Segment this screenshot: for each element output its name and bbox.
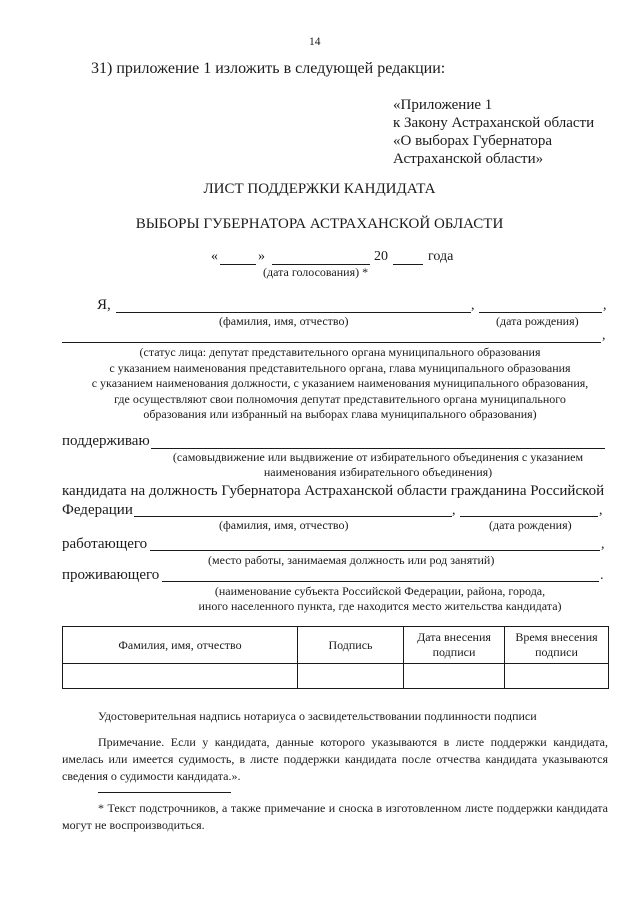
- candidate-text-line2: Федерации: [62, 502, 133, 518]
- year-field[interactable]: [393, 264, 423, 265]
- day-field[interactable]: [220, 264, 256, 265]
- election-title: ВЫБОРЫ ГУБЕРНАТОРА АСТРАХАНСКОЙ ОБЛАСТИ: [135, 216, 504, 232]
- live-label: проживающего: [62, 567, 160, 583]
- appendix-note-line: Астраханской области»: [393, 151, 544, 167]
- year-prefix: 20: [374, 249, 388, 264]
- cell-full-name[interactable]: [63, 664, 298, 689]
- header-signature: Подпись: [298, 627, 404, 664]
- status-field[interactable]: [62, 342, 601, 343]
- candidate-text-line1: кандидата на должность Губернатора Астраханской области гражданина Российской: [62, 483, 605, 499]
- status-caption: [40, 345, 639, 423]
- notary-text: Удостоверительная надпись нотариуса о засвидетельствовании подлинности подписи: [98, 709, 537, 723]
- footnote-text: * Текст подстрочников, а также примечание и сноска в изготовленном листе поддержки кандидата могут не воспроизводиться.: [62, 801, 608, 832]
- work-comma: ,: [601, 537, 605, 552]
- i-comma: ,: [471, 298, 475, 313]
- status-caption-line: где осуществляют свои полномочия депутат представительного органа муниципального: [114, 391, 566, 406]
- header-full-name: Фамилия, имя, отчество: [63, 627, 298, 664]
- year-suffix: года: [428, 249, 454, 264]
- voting-date-caption: (дата голосования) *: [263, 265, 369, 279]
- candidate-birth-field[interactable]: [460, 516, 598, 517]
- note-text: Примечание. Если у кандидата, данные которого указываются в листе поддержки кандидата, имелась или имеется судимость, в листе поддержки кандидата после отчества кандидата указываются сведения о судимости кандидата.».: [62, 735, 608, 783]
- nomination-caption-line: (самовыдвижение или выдвижение от избирательного объединения с указанием: [172, 450, 584, 464]
- appendix-note-line: к Закону Астраханской области: [393, 115, 595, 131]
- candidate-name-field[interactable]: [134, 516, 452, 517]
- cell-sign-time[interactable]: [505, 664, 609, 689]
- cell-signature[interactable]: [298, 664, 404, 689]
- residence-caption-line: (наименование субъекта Российской Федерации, района, города,: [214, 584, 546, 598]
- residence-field[interactable]: [162, 581, 599, 582]
- work-field[interactable]: [150, 550, 600, 551]
- supporter-name-caption: (фамилия, имя, отчество): [219, 314, 349, 328]
- support-label: поддерживаю: [62, 433, 150, 449]
- supporter-birth-field[interactable]: [479, 312, 602, 313]
- table-header-row: [63, 627, 609, 664]
- work-label: работающего: [62, 536, 148, 552]
- appendix-note-line: «О выборах Губернатора: [393, 133, 553, 149]
- nomination-field[interactable]: [151, 448, 605, 449]
- table-row: [63, 664, 609, 689]
- status-caption-line: (статус лица: депутат представительного органа муниципального образования: [139, 345, 541, 359]
- residence-caption-line: иного населенного пункта, где находится место жительства кандидата): [198, 599, 562, 613]
- status-caption-line: с указанием наименования должности, с указанием наименования муниципального образования,: [91, 376, 589, 390]
- signatures-table: [62, 626, 609, 689]
- date-open-quote: «: [211, 249, 218, 264]
- header-sign-time: Время внесения подписи: [505, 627, 609, 664]
- nomination-caption: [148, 450, 608, 480]
- live-dot: .: [600, 568, 604, 583]
- i-comma-end: ,: [603, 298, 607, 313]
- work-caption: (место работы, занимаемая должность или род занятий): [208, 553, 495, 567]
- supporter-birth-caption: (дата рождения): [496, 314, 579, 328]
- appendix-note: [393, 96, 594, 168]
- status-caption-line: с указанием наименования представительного органа, глава муниципального образования: [109, 360, 571, 375]
- page-number: 14: [309, 36, 321, 48]
- candidate-name-caption: (фамилия, имя, отчество): [219, 518, 349, 532]
- cell-sign-date[interactable]: [404, 664, 505, 689]
- date-close-quote: »: [258, 249, 265, 264]
- nomination-caption-line: наименования избирательного объединения): [263, 465, 493, 479]
- supporter-name-field[interactable]: [116, 312, 471, 313]
- item-heading: 31) приложение 1 изложить в следующей редакции:: [91, 60, 446, 77]
- status-comma: ,: [602, 328, 606, 343]
- candidate-comma: ,: [452, 503, 456, 518]
- sheet-title: ЛИСТ ПОДДЕРЖКИ КАНДИДАТА: [203, 181, 436, 197]
- residence-caption: [150, 584, 610, 614]
- status-caption-line: образования или избранный на выборах глава муниципального образования): [143, 407, 537, 421]
- header-sign-date: Дата внесения подписи: [404, 627, 505, 664]
- candidate-birth-caption: (дата рождения): [489, 518, 572, 532]
- candidate-comma-end: ,: [599, 503, 603, 518]
- appendix-note-line: «Приложение 1: [393, 97, 493, 113]
- footnote-divider: [98, 792, 231, 793]
- i-label: Я,: [97, 297, 111, 313]
